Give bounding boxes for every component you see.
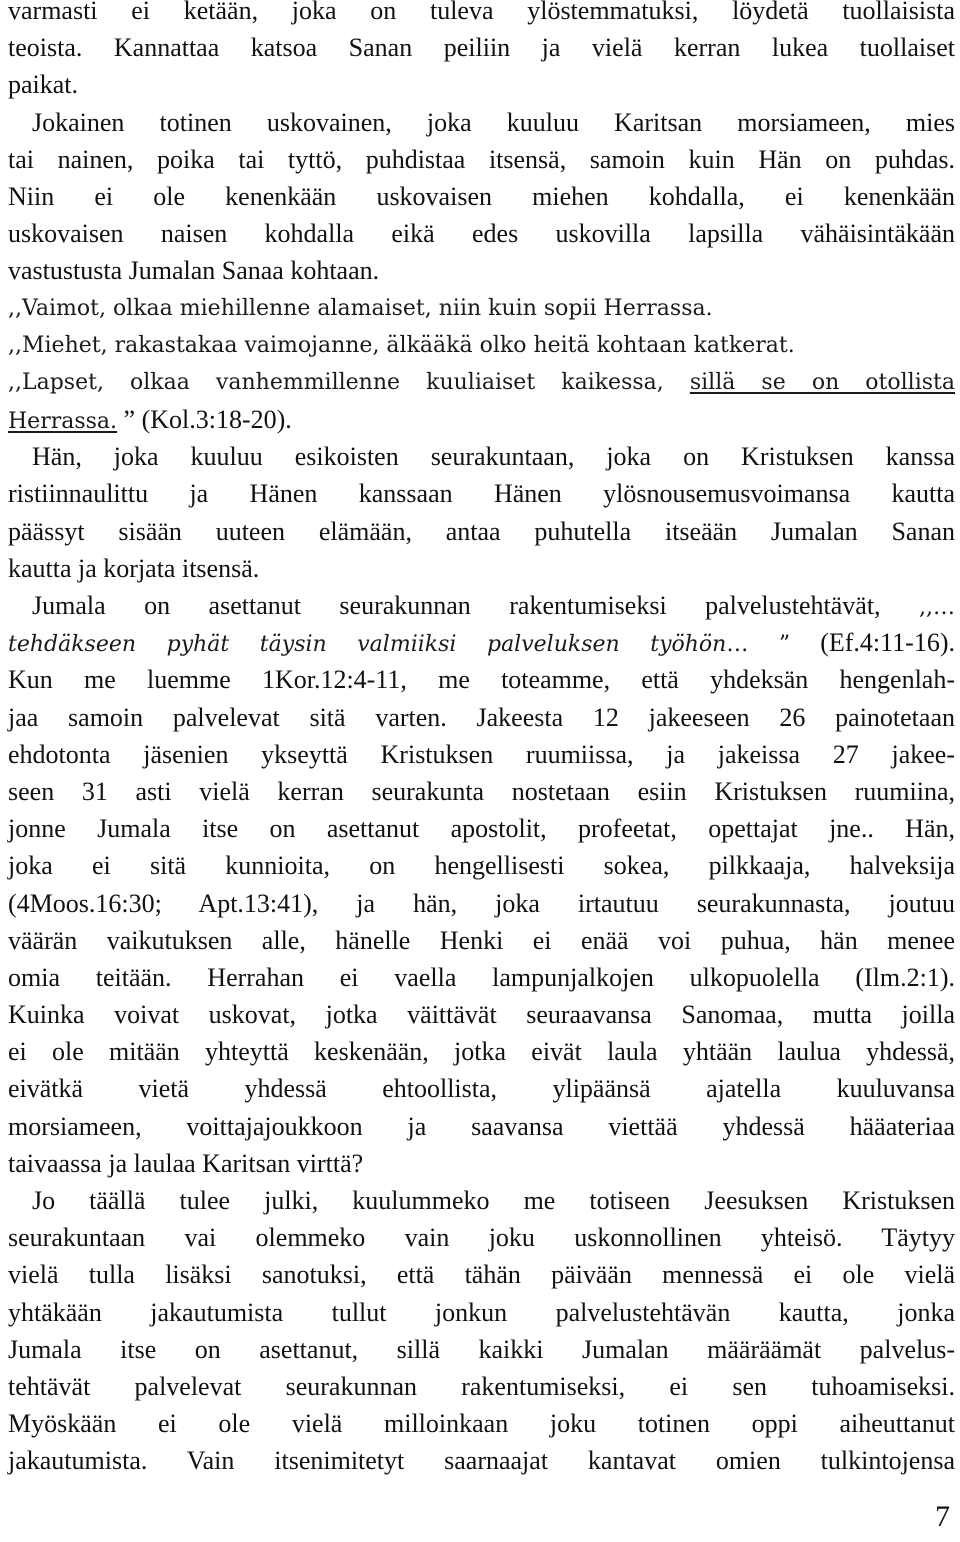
- text-line: morsiameen, voittajajoukkoon ja saavansa viettää yhdessä hääateriaa: [8, 1111, 955, 1141]
- document-page: [8, 0, 955, 1480]
- text-line: Jumala itse on asettanut, sillä kaikki Jumalan määräämät palvelus-: [8, 1334, 955, 1364]
- text-line: Jokainen totinen uskovainen, joka kuuluu Karitsan morsiameen, mies: [32, 107, 955, 137]
- page-number: 7: [935, 1500, 950, 1533]
- quote-line: ,,Miehet, rakastakaa vaimojanne, älkääkä olko heitä kohtaan katkerat.: [8, 332, 795, 358]
- text-line: Myöskään ei ole vielä milloinkaan joku totinen oppi aiheuttanut: [8, 1409, 955, 1439]
- text-line: tai nainen, poika tai tyttö, puhdistaa itsensä, samoin kuin Hän on puhdas.: [8, 144, 955, 174]
- text-line: väärän vaikutuksen alle, hänelle Henki ei enää voi puhua, hän menee: [8, 925, 955, 955]
- quote-line: ,,Lapset, olkaa vanhemmillenne kuuliaiset kaikessa, sillä se on otollista: [8, 369, 955, 395]
- text-line: jakautumista. Vain itsenimitetyt saarnaajat kantavat omien tulkintojensa: [8, 1446, 955, 1476]
- text-line: jonne Jumala itse on asettanut apostolit, profeetat, opettajat jne.. Hän,: [8, 814, 955, 844]
- text-line: tehtävät palvelevat seurakunnan rakentumiseksi, ei sen tuhoamiseksi.: [8, 1371, 955, 1401]
- text-line: Niin ei ole kenenkään uskovaisen miehen kohdalla, ei kenenkään: [8, 181, 955, 211]
- text-line: paikat.: [8, 70, 79, 100]
- text-line: päässyt sisään uuteen elämään, antaa puhutella itseään Jumalan Sanan: [8, 516, 955, 546]
- text-line: jaa samoin palvelevat sitä varten. Jakeesta 12 jakeeseen 26 painotetaan: [8, 702, 955, 732]
- text-line: taivaassa ja laulaa Karitsan virttä?: [8, 1148, 364, 1178]
- text-line: tehdäkseen pyhät täysin valmiiksi palveluksen työhön… ” (Ef.4:11-16).: [8, 628, 955, 658]
- text-line: ehdotonta jäsenien ykseyttä Kristuksen ruumiissa, ja jakeissa 27 jakee-: [8, 739, 955, 769]
- text-line: joka ei sitä kunnioita, on hengellisesti sokea, pilkkaaja, halveksija: [8, 851, 955, 881]
- text-line: Kuinka voivat uskovat, jotka väittävät seuraavansa Sanomaa, mutta joilla: [8, 1000, 955, 1030]
- text-line: (4Moos.16:30; Apt.13:41), ja hän, joka irtautuu seurakunnasta, joutuu: [8, 888, 955, 918]
- text-line: vastustusta Jumalan Sanaa kohtaan.: [8, 256, 380, 286]
- text-line: vielä tulla lisäksi sanotuksi, että tähän päivään mennessä ei ole vielä: [8, 1260, 955, 1290]
- text-line: kautta ja korjata itsensä.: [8, 553, 260, 583]
- text-line: seen 31 asti vielä kerran seurakunta nostetaan esiin Kristuksen ruumiina,: [8, 776, 955, 806]
- text-line: yhtäkään jakautumista tullut jonkun palvelustehtävän kautta, jonka: [8, 1297, 955, 1327]
- text-line: teoista. Kannattaa katsoa Sanan peiliin ja vielä kerran lukea tuollaiset: [8, 33, 955, 63]
- text-line: uskovaisen naisen kohdalla eikä edes uskovilla lapsilla vähäisintäkään: [8, 219, 955, 249]
- quote-line: Herrassa. ” (Kol.3:18-20).: [8, 405, 292, 435]
- text-line: Jo täällä tulee julki, kuulummeko me totiseen Jeesuksen Kristuksen: [32, 1186, 955, 1215]
- text-line: Kun me luemme 1Kor.12:4-11, me toteamme, että yhdeksän hengenlah-: [8, 665, 955, 695]
- text-line: varmasti ei ketään, joka on tuleva ylöstemmatuksi, löydetä tuollaisista: [8, 0, 955, 25]
- text-line: Hän, joka kuuluu esikoisten seurakuntaan, joka on Kristuksen kanssa: [32, 442, 955, 472]
- text-line: Jumala on asettanut seurakunnan rakentumiseksi palvelustehtävät, ,,…: [32, 591, 955, 620]
- quote-line: ,,Vaimot, olkaa miehillenne alamaiset, niin kuin sopii Herrassa.: [8, 295, 713, 321]
- text-line: ei ole mitään yhteyttä keskenään, jotka eivät laula yhtään laulua yhdessä,: [8, 1037, 955, 1067]
- text-line: seurakuntaan vai olemmeko vain joku uskonnollinen yhteisö. Täytyy: [8, 1223, 955, 1253]
- text-line: ristiinnaulittu ja Hänen kanssaan Hänen ylösnousemusvoimansa kautta: [8, 479, 955, 509]
- text-line: omia teitään. Herrahan ei vaella lampunjalkojen ulkopuolella (Ilm.2:1).: [8, 962, 955, 992]
- text-line: eivätkä vietä yhdessä ehtoollista, ylipäänsä ajatella kuuluvansa: [8, 1074, 955, 1104]
